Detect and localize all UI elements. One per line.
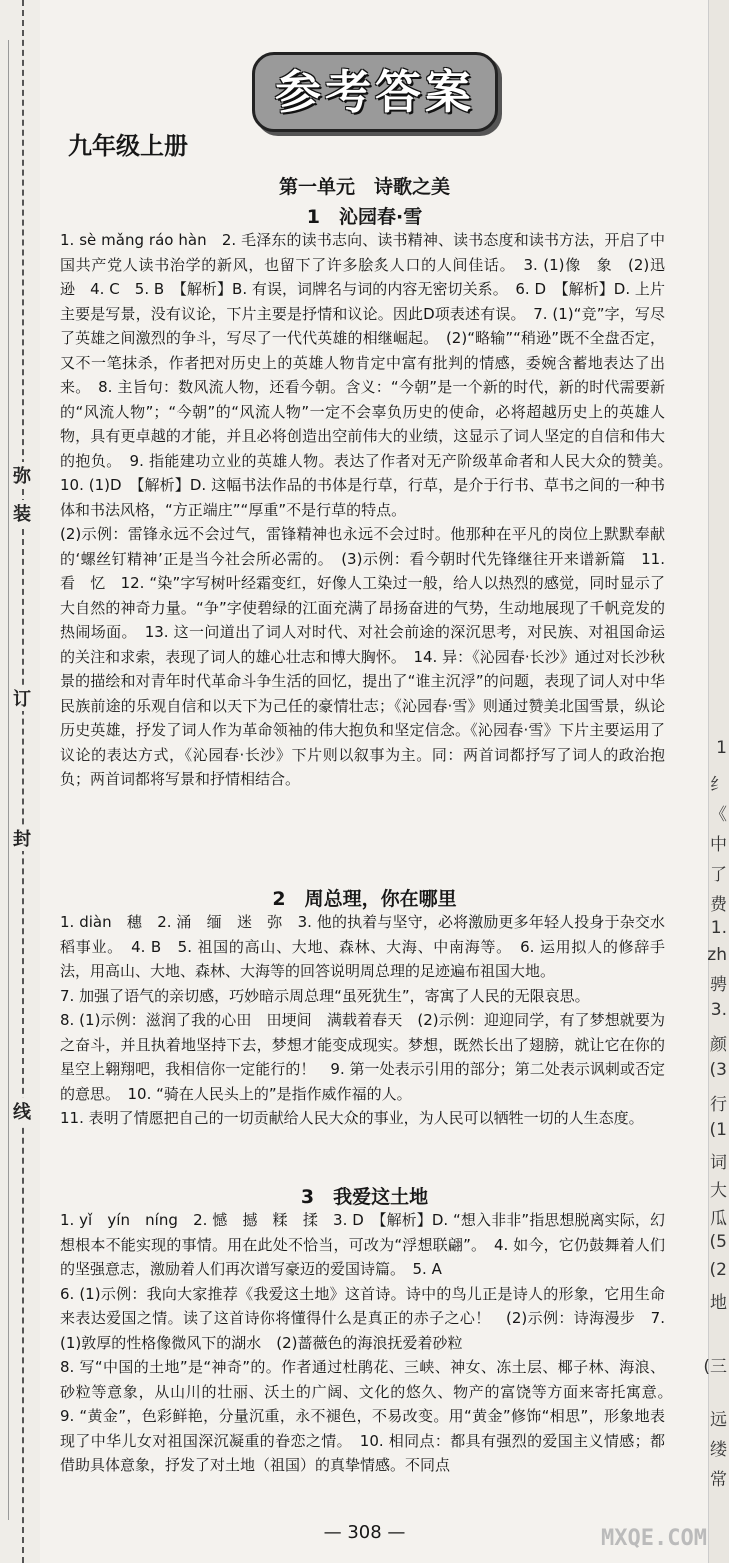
lesson-2-answers <box>60 910 665 1131</box>
adjacent-page-edge <box>703 0 729 1563</box>
answer-paragraph: 8. (1)示例：滋润了我的心田 田埂间 满载着春天 (2)示例：迎迎同学，有了梦想就要为之奋斗，并且执着地坚持下去，梦想才能变成现实。梦想，既然长出了翅膀，就让它在你的星空上翱翔吧，我相信你一定能行的！ 9. 第一处表示引用的部分；第二处表示讽刺或否定的意思。 10. “骑在人民头上的”是指作威作福的人。 <box>60 1011 665 1103</box>
edge-char: 瓜 <box>710 1209 727 1229</box>
edge-char: 1. <box>710 918 727 938</box>
page-number: — 308 — <box>323 1522 406 1543</box>
binding-mark: 订 <box>12 685 32 711</box>
answer-paragraph: 6. (1)示例：我向大家推荐《我爱这土地》这首诗。诗中的鸟儿正是诗人的形象，它用生命来表达爱国之情。读了这首诗你将懂得什么是真正的赤子之心！ (2)示例：诗海漫步 7. (1)敦厚的性格像微风下的湖水 (2)蔷薇色的海浪抚爱着砂粒 <box>60 1284 665 1352</box>
answer-paragraph: 1. diàn 穗 2. 涌 缅 迷 弥 3. 他的执着与坚守，必将激励更多年轻人投身于杂交水稻事业。 4. B 5. 祖国的高山、大地、森林、大海、中南海等。 6. 运用拟人的修辞手法，用高山、大地、森林、大海等的回答说明周总理的足迹遍布祖国大地。 <box>60 913 665 980</box>
answer-paragraph: 7. 加强了语气的亲切感，巧妙暗示周总理“虽死犹生”，寄寓了人民的无限哀思。 <box>60 986 590 1005</box>
edge-char: 词 <box>710 1153 727 1173</box>
binding-mark: 装 <box>12 500 32 526</box>
edge-char: 地 <box>710 1293 727 1313</box>
binding-mark: 线 <box>12 1098 32 1124</box>
binding-solid-line <box>8 40 9 1520</box>
lesson-2-title: 2 周总理，你在哪里 <box>272 888 457 910</box>
edge-char: zh <box>707 945 727 965</box>
lesson-3-answers <box>60 1208 681 1478</box>
edge-char: (三 <box>703 1357 727 1377</box>
edge-char: 缕 <box>710 1440 727 1460</box>
lesson-1-answers <box>60 228 681 792</box>
edge-char: (2 <box>709 1260 727 1280</box>
edge-char: 纟 <box>710 775 727 795</box>
edge-char: 费 <box>710 895 727 915</box>
edge-char: 中 <box>710 835 727 855</box>
binding-mark: 弥 <box>12 462 32 488</box>
answer-paragraph: 1. sè mǎng ráo hàn 2. 毛泽东的读书志向、读书精神、读书态度和读书方法，开启了中国共产党人读书治学的新风，也留下了许多脍炙人口的人间佳话。 3. (1)像 象 (2)迅 逊 4. C 5. B 【解析】B. 有误，词牌名与词的内容无密切关系。 6. D 【解析】D. 上片主要是写景，没有议论，下片主要是抒情和议论。因此D项表述有误。 7. (1)“竞”字，写尽了英雄之间激烈的争斗，写尽了一代代英雄的相继崛起。 (2)“略输”“稍逊”既不全盘否定，又不一笔抹杀，作者把对历史上的英雄人物肯定中富有批判的情感，委婉含蓄地表达了出来。 8. 主旨句：数风流人物，还看今朝。含义：“今朝”是一个新的时代，新的时代需要新的“风流人物”；“今朝”的“风流人物”一定不会辜负历史的使命，必将超越历史上的英雄人物，具有更卓越的才能，并且必将创造出空前伟大的业绩，这显示了词人坚定的自信和伟大的抱负。 9. 指能建功立业的英雄人物。表达了作者对无产阶级革命者和人民大众的赞美。 10. (1)D 【解析】D. 这幅书法作品的书体是行草，行草，是介于行书、草书之间的一种书体和书法风格，“方正端庄”“厚重”不是行草的特点。 <box>60 231 681 519</box>
edge-char: 1 <box>716 738 727 758</box>
edge-char: 大 <box>710 1181 727 1201</box>
edge-char: 《 <box>710 805 727 825</box>
answer-paragraph: 11. 表明了情愿把自己的一切贡献给人民大众的事业，为人民可以牺牲一切的人生态度。 <box>60 1109 644 1127</box>
edge-char: 颜 <box>710 1035 727 1055</box>
edge-char: (1 <box>709 1120 727 1140</box>
edge-char: 常 <box>710 1470 727 1490</box>
binding-dashed-line <box>22 0 24 1563</box>
banner-title: 参考答案 <box>275 65 475 119</box>
edge-char: 行 <box>710 1095 727 1115</box>
unit-heading: 第一单元 诗歌之美 <box>278 176 450 198</box>
lesson-3-title: 3 我爱这土地 <box>300 1186 429 1208</box>
edge-char: 骋 <box>710 975 727 995</box>
edge-char: 远 <box>710 1410 727 1430</box>
edge-char: (5 <box>709 1232 727 1252</box>
answer-paragraph: 1. yǐ yín níng 2. 憾 撼 糅 揉 3. D 【解析】D. “想入非非”指思想脱离实际，幻想根本不能实现的事情。用在此处不恰当，可改为“浮想联翩”。 4. 如今，它仍鼓舞着人们的坚强意志，激励着人们再次谱写豪迈的爱国诗篇。 5. A <box>60 1211 665 1278</box>
grade-heading: 九年级上册 <box>68 132 188 160</box>
answer-paragraph: (2)示例：雷锋永远不会过气，雷锋精神也永远不会过时。他那种在平凡的岗位上默默奉献的‘螺丝钉精神’正是当今社会所必需的。 (3)示例：看今朝时代先锋继往开来谱新篇 11. 看 忆 12. “染”字写树叶经霜变红，好像人工染过一般，给人以热烈的感觉，同时显示了大自然的神奇力量。“争”字使碧绿的江面充满了昂扬奋进的气势，生动地展现了千帆竞发的热闹场面。 13. 这一问道出了词人对时代、对社会前途的深沉思考，对民族、对祖国命运的关注和求索，表现了词人的雄心壮志和博大胸怀。 14. 异：《沁园春·长沙》通过对长沙秋景的描绘和对青年时代革命斗争生活的回忆，提出了“谁主沉浮”的问题，表现了词人对中华民族前途的乐观自信和以天下为己任的豪情壮志；《沁园春·雪》则通过赞美北国雪景，纵论历史英雄，抒发了词人作为革命领袖的伟大抱负和坚定信念。《沁园春·雪》下片主要运用了议论的表达方式，《沁园春·长沙》下片则以叙事为主。同：两首词都抒写了词人的政治抱负；两首词都将写景和抒情相结合。 <box>60 525 665 788</box>
answer-banner <box>252 52 498 132</box>
answer-paragraph: 8. 写“中国的土地”是“神奇”的。作者通过杜鹃花、三峡、神女、冻土层、椰子林、海浪、砂粒等意象，从山川的壮丽、沃土的广阔、文化的悠久、物产的富饶等方面来寄托寓意。 9. “黄金”，色彩鲜艳，分量沉重，永不褪色，不易改变。用“黄金”修饰“相思”，形象地表现了中华儿女对祖国深沉凝重的眷恋之情。 10. 相同点：都具有强烈的爱国主义情感；都借助具体意象，抒发了对土地（祖国）的真挚情感。不同点 <box>60 1358 681 1474</box>
binding-margin <box>0 0 40 1563</box>
binding-mark: 封 <box>12 825 32 851</box>
lesson-1-title: 1 沁园春·雪 <box>306 206 423 228</box>
edge-char: 了 <box>710 865 727 885</box>
watermark: MXQE.COM <box>601 1526 707 1551</box>
edge-char: (3 <box>709 1060 727 1080</box>
edge-char: 3. <box>710 1000 727 1020</box>
